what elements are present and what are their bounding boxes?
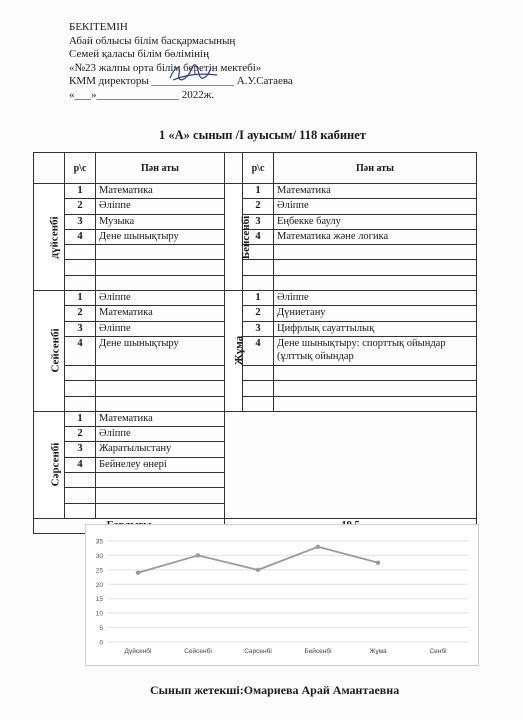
lesson-number: 3: [65, 321, 96, 336]
header-subject-right: Пән аты: [274, 153, 477, 184]
lesson-subject-right: [274, 396, 477, 411]
lesson-number-right: [243, 260, 274, 275]
lesson-number-right: [243, 275, 274, 290]
lesson-subject: Математика: [96, 306, 225, 321]
x-tick-label: Сейсенбі: [184, 648, 212, 655]
day-label: Жұма: [233, 336, 246, 366]
data-point: [136, 571, 140, 575]
lesson-number: 4: [65, 457, 96, 472]
table-row: [34, 245, 477, 260]
header-row: [34, 153, 477, 184]
lesson-subject-right: Математика: [274, 184, 477, 199]
lesson-subject: [96, 275, 225, 290]
lesson-subject-right: Математика және логика: [274, 229, 477, 244]
chart-frame: [85, 524, 479, 666]
approval-line-4: «№23 жалпы орта білім беретін мектебі»: [69, 61, 262, 74]
lesson-subject-right: Цифрлық сауаттылық: [274, 321, 477, 336]
data-point: [376, 560, 380, 564]
lesson-number: 1: [65, 411, 96, 426]
lesson-subject: [96, 381, 225, 396]
header-subject: Пән аты: [96, 153, 225, 184]
day-label-cell: [225, 184, 253, 291]
table-row: [34, 336, 477, 365]
empty-right-block: [225, 411, 477, 518]
lesson-subject: Әліппе: [96, 427, 225, 442]
lesson-number: 2: [65, 199, 96, 214]
lesson-number-right: 2: [243, 199, 274, 214]
lesson-number: 2: [65, 306, 96, 321]
y-tick-label: 0: [99, 639, 103, 647]
lesson-number-right: [243, 365, 274, 380]
class-teacher: Сынып жетекші:Омариева Арай Амантаевна: [150, 683, 400, 697]
header-day-col-right: [225, 153, 243, 184]
lesson-number-right: [243, 396, 274, 411]
lesson-number: [65, 260, 96, 275]
lesson-number: [65, 473, 96, 488]
day-label-cell: [34, 411, 65, 518]
lesson-subject: Әліппе: [96, 291, 225, 306]
lesson-subject: Дене шынықтыру: [96, 336, 225, 365]
director-label: КММ директоры: [69, 75, 149, 87]
day-label-cell: [34, 291, 65, 412]
y-tick-label: 20: [95, 581, 103, 589]
approval-line-1: БЕКІТЕМІН: [69, 21, 128, 33]
lesson-number: [65, 365, 96, 380]
lesson-subject: Әліппе: [96, 199, 225, 214]
table-row: [34, 260, 477, 275]
lesson-subject-right: Әліппе: [274, 199, 477, 214]
table-row: [34, 396, 477, 411]
lesson-number: [65, 396, 96, 411]
lesson-subject: Бейнелеу өнері: [96, 457, 225, 472]
approval-line-6: «___»_______________ 2022ж.: [69, 88, 215, 101]
x-tick-label: Сәрсенбі: [244, 648, 272, 655]
lesson-subject-right: [274, 245, 477, 260]
lesson-number-right: 1: [243, 291, 274, 306]
lesson-subject: [96, 396, 225, 411]
lesson-number: 3: [65, 442, 96, 457]
y-tick-label: 5: [99, 625, 103, 633]
lesson-number-right: [243, 381, 274, 396]
x-tick-label: Жұма: [369, 648, 387, 655]
table-row: [34, 184, 477, 199]
lesson-subject-right: [274, 381, 477, 396]
table-row: [34, 275, 477, 290]
lesson-subject-right: [274, 365, 477, 380]
table-row: [34, 321, 477, 336]
table-row: [34, 199, 477, 214]
lesson-number: 4: [65, 229, 96, 244]
table-row: [34, 365, 477, 380]
table-row: [34, 306, 477, 321]
lesson-subject-right: Еңбекке баулу: [274, 214, 477, 229]
lesson-number: 3: [65, 214, 96, 229]
x-tick-label: Дүйсенбі: [124, 648, 152, 655]
lesson-subject-right: Дене шынықтыру: спорттық ойындар (ұлттық ойындар: [274, 336, 477, 365]
approval-line-3: Семей қаласы білім бөлімінің: [69, 48, 209, 60]
lesson-subject-right: Дүниетану: [274, 306, 477, 321]
lesson-subject-right: Әліппе: [274, 291, 477, 306]
x-tick-label: Бейсенбі: [304, 648, 332, 655]
lesson-subject: Математика: [96, 184, 225, 199]
lesson-number: 1: [65, 184, 96, 199]
lesson-number-right: 4: [243, 229, 274, 244]
header-num: р\с: [65, 153, 96, 184]
table-row: [34, 229, 477, 244]
day-label-cell: [225, 291, 246, 412]
lesson-subject: Математика: [96, 411, 225, 426]
lesson-number: [65, 381, 96, 396]
day-label: Сәрсенбі: [49, 443, 62, 487]
lesson-subject: Музыка: [96, 214, 225, 229]
approval-line-2: Абай облысы білім басқармасының: [69, 34, 236, 47]
lesson-number: [65, 245, 96, 260]
lesson-subject: Жаратылыстану: [96, 442, 225, 457]
lesson-subject: [96, 503, 225, 518]
lesson-subject-right: [274, 275, 477, 290]
y-tick-label: 10: [95, 610, 103, 618]
data-point: [196, 553, 200, 557]
lesson-number-right: 3: [243, 321, 274, 336]
day-label: Сейсенбі: [49, 328, 62, 374]
table-row: [34, 291, 477, 306]
day-label: дүйсенбі: [48, 215, 61, 259]
schedule-table: [33, 152, 477, 534]
data-point: [316, 545, 320, 549]
y-tick-label: 35: [95, 538, 103, 546]
lesson-number: 4: [65, 336, 96, 365]
lesson-number-right: 4: [243, 336, 274, 365]
y-tick-label: 25: [95, 567, 103, 575]
lesson-subject: [96, 473, 225, 488]
lesson-subject: [96, 245, 225, 260]
lesson-subject: Дене шынықтыру: [96, 229, 225, 244]
data-point: [256, 568, 260, 572]
lesson-subject: [96, 260, 225, 275]
table-row: [34, 214, 477, 229]
signature-icon: [167, 62, 219, 84]
header-num-right: р\с: [243, 153, 274, 184]
lesson-number: 1: [65, 291, 96, 306]
y-tick-label: 15: [95, 596, 103, 604]
lesson-subject: [96, 488, 225, 503]
lesson-number: [65, 488, 96, 503]
lesson-subject: [96, 365, 225, 380]
table-row: [34, 381, 477, 396]
lesson-number-right: 2: [243, 306, 274, 321]
y-tick-label: 30: [95, 552, 103, 560]
day-label-cell: [34, 184, 65, 291]
lesson-number: [65, 503, 96, 518]
lesson-number: [65, 275, 96, 290]
day-label: Бейсенбі: [240, 215, 253, 259]
lesson-subject-right: [274, 260, 477, 275]
lesson-number-right: 3: [243, 214, 274, 229]
lesson-number: 2: [65, 427, 96, 442]
director-name: _______________ А.У.Сатаева: [151, 75, 293, 87]
table-row: [34, 411, 477, 426]
lesson-subject: Әліппе: [96, 321, 225, 336]
x-tick-label: Сенбі: [429, 648, 447, 655]
lesson-number-right: 1: [243, 184, 274, 199]
line-chart: [86, 525, 478, 665]
class-subtitle: 1 «А» сынып /І ауысым/ 118 кабинет: [159, 128, 366, 142]
header-day-col: [34, 153, 65, 184]
